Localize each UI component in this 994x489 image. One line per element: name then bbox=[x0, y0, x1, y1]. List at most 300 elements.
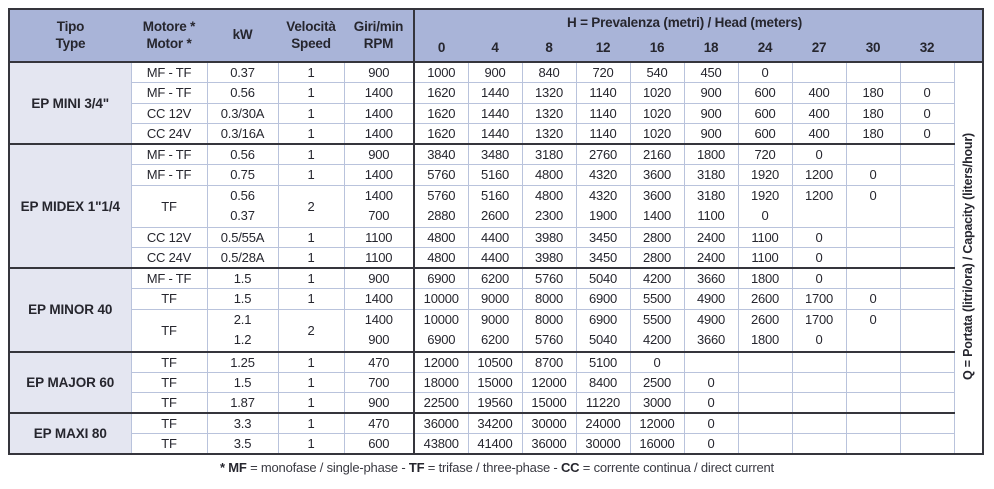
flow-cell-line: 2600 bbox=[750, 311, 780, 327]
flow-cell: 10500 bbox=[468, 352, 522, 373]
flow-cell: 6900 bbox=[414, 268, 468, 289]
flow-cell: 0 bbox=[684, 434, 738, 455]
flow-cell bbox=[846, 372, 900, 393]
flow-cell bbox=[576, 309, 630, 352]
flow-cell-line: 6900 bbox=[588, 311, 618, 327]
flow-cell: 1320 bbox=[522, 124, 576, 145]
flow-cell bbox=[468, 309, 522, 352]
flow-cell-line bbox=[901, 330, 954, 351]
flow-cell-line: 0 bbox=[869, 311, 877, 327]
flow-cell: 0 bbox=[900, 124, 954, 145]
flow-cell: 12000 bbox=[414, 352, 468, 373]
flow-cell bbox=[846, 413, 900, 434]
table-row bbox=[9, 62, 983, 83]
flow-cell: 0 bbox=[792, 144, 846, 165]
flow-cell: 41400 bbox=[468, 434, 522, 455]
flow-cell-line: 5760 bbox=[427, 187, 456, 203]
flow-cell: 720 bbox=[576, 62, 630, 83]
flow-cell: 180 bbox=[846, 124, 900, 145]
flow-cell: 36000 bbox=[522, 434, 576, 455]
head-value: 4 bbox=[468, 36, 522, 62]
flow-cell: 720 bbox=[738, 144, 792, 165]
flow-cell bbox=[846, 393, 900, 414]
flow-cell: 5100 bbox=[576, 352, 630, 373]
flow-cell: 4800 bbox=[414, 248, 468, 269]
header-velocita-it: Velocità bbox=[286, 18, 336, 34]
kw-cell-line: 0.37 bbox=[230, 208, 255, 223]
flow-cell: 0 bbox=[684, 413, 738, 434]
flow-cell: 1100 bbox=[738, 227, 792, 248]
flow-cell bbox=[792, 352, 846, 373]
motor-cell: TF bbox=[131, 372, 207, 393]
header-tipo-it: Tipo bbox=[56, 18, 85, 34]
flow-cell bbox=[792, 185, 846, 227]
flow-cell: 8700 bbox=[522, 352, 576, 373]
rpm-cell: 900 bbox=[344, 268, 414, 289]
flow-cell-line bbox=[901, 186, 954, 207]
table-row bbox=[9, 165, 983, 186]
table-row bbox=[9, 413, 983, 434]
motor-cell: TF bbox=[131, 413, 207, 434]
rpm-cell: 1400 bbox=[344, 165, 414, 186]
speed-cell: 1 bbox=[278, 413, 344, 434]
flow-cell bbox=[846, 352, 900, 373]
flow-cell-line: 1100 bbox=[697, 208, 725, 223]
flow-cell: 1100 bbox=[738, 248, 792, 269]
kw-cell: 1.5 bbox=[207, 372, 278, 393]
flow-cell-line: 5040 bbox=[588, 332, 618, 347]
flow-cell: 3980 bbox=[522, 227, 576, 248]
rpm-cell-line: 700 bbox=[368, 208, 390, 223]
table-row bbox=[9, 103, 983, 124]
head-value: 30 bbox=[846, 36, 900, 62]
kw-cell: 0.37 bbox=[207, 62, 278, 83]
flow-cell: 0 bbox=[684, 393, 738, 414]
flow-cell: 4800 bbox=[522, 165, 576, 186]
flow-cell-line bbox=[901, 206, 954, 227]
motor-cell: TF bbox=[131, 393, 207, 414]
header-motore bbox=[131, 9, 207, 62]
flow-cell bbox=[846, 62, 900, 83]
pump-performance-table bbox=[8, 8, 984, 455]
speed-cell: 1 bbox=[278, 103, 344, 124]
flow-cell-line: 4900 bbox=[696, 311, 726, 327]
rpm-cell bbox=[344, 185, 414, 227]
flow-cell bbox=[792, 434, 846, 455]
kw-cell: 0.56 bbox=[207, 144, 278, 165]
motor-cell: MF - TF bbox=[131, 165, 207, 186]
flow-cell bbox=[414, 185, 468, 227]
head-value: 12 bbox=[576, 36, 630, 62]
flow-cell: 2600 bbox=[738, 289, 792, 310]
footnote-text: = trifase / three-phase - bbox=[424, 460, 561, 475]
kw-cell: 3.3 bbox=[207, 413, 278, 434]
flow-cell bbox=[792, 413, 846, 434]
table-row bbox=[9, 352, 983, 373]
flow-cell bbox=[630, 309, 684, 352]
header-head-title bbox=[414, 9, 954, 36]
flow-cell bbox=[846, 434, 900, 455]
flow-cell: 0 bbox=[792, 248, 846, 269]
flow-cell: 19560 bbox=[468, 393, 522, 414]
motor-cell: TF bbox=[131, 185, 207, 227]
flow-cell: 1620 bbox=[414, 124, 468, 145]
flow-cell: 6200 bbox=[468, 268, 522, 289]
q-axis-label bbox=[954, 62, 983, 454]
flow-cell bbox=[738, 309, 792, 352]
flow-cell: 12000 bbox=[630, 413, 684, 434]
rpm-cell: 900 bbox=[344, 62, 414, 83]
flow-cell: 12000 bbox=[522, 372, 576, 393]
flow-cell bbox=[738, 413, 792, 434]
flow-cell: 5040 bbox=[576, 268, 630, 289]
footnote-text: = monofase / single-phase - bbox=[246, 460, 409, 475]
flow-cell: 2760 bbox=[576, 144, 630, 165]
flow-cell: 1440 bbox=[468, 103, 522, 124]
flow-cell bbox=[792, 393, 846, 414]
motor-cell: MF - TF bbox=[131, 83, 207, 104]
rpm-cell: 1100 bbox=[344, 248, 414, 269]
kw-cell-line: 0.56 bbox=[230, 187, 255, 203]
rpm-cell: 1400 bbox=[344, 103, 414, 124]
flow-cell-line: 1700 bbox=[804, 311, 834, 327]
flow-cell: 400 bbox=[792, 83, 846, 104]
header-velocita-en: Speed bbox=[291, 35, 331, 51]
header-tipo bbox=[9, 9, 131, 62]
header-giri bbox=[344, 9, 414, 62]
kw-cell bbox=[207, 185, 278, 227]
header-giri-en: RPM bbox=[363, 35, 394, 51]
flow-cell: 3450 bbox=[576, 227, 630, 248]
flow-cell: 15000 bbox=[468, 372, 522, 393]
flow-cell: 9000 bbox=[468, 289, 522, 310]
flow-cell-line: 4200 bbox=[642, 332, 672, 347]
flow-cell bbox=[900, 393, 954, 414]
flow-cell bbox=[900, 372, 954, 393]
flow-cell: 1700 bbox=[792, 289, 846, 310]
footnote-text: = corrente continua / direct current bbox=[579, 460, 774, 475]
pump-type-cell: EP MAXI 80 bbox=[9, 413, 131, 454]
header-row-top bbox=[9, 9, 983, 36]
table-header bbox=[9, 9, 983, 62]
header-motore-en: Motor * bbox=[146, 35, 192, 51]
flow-cell: 400 bbox=[792, 103, 846, 124]
speed-cell: 1 bbox=[278, 248, 344, 269]
flow-cell-line: 2880 bbox=[427, 208, 456, 223]
flow-cell bbox=[468, 185, 522, 227]
flow-cell: 10000 bbox=[414, 289, 468, 310]
table-row bbox=[9, 83, 983, 104]
kw-cell: 3.5 bbox=[207, 434, 278, 455]
flow-cell-line: 2300 bbox=[534, 208, 564, 223]
flow-cell bbox=[900, 165, 954, 186]
flow-cell: 900 bbox=[468, 62, 522, 83]
kw-cell: 1.5 bbox=[207, 289, 278, 310]
flow-cell bbox=[414, 309, 468, 352]
kw-cell bbox=[207, 309, 278, 352]
flow-cell bbox=[738, 372, 792, 393]
flow-cell: 840 bbox=[522, 62, 576, 83]
flow-cell bbox=[522, 185, 576, 227]
flow-cell bbox=[900, 309, 954, 352]
flow-cell: 1620 bbox=[414, 103, 468, 124]
flow-cell: 3480 bbox=[468, 144, 522, 165]
flow-cell bbox=[738, 434, 792, 455]
table-body bbox=[9, 62, 983, 454]
speed-cell: 1 bbox=[278, 372, 344, 393]
head-title-text: = Prevalenza (metri) / Head (meters) bbox=[576, 14, 803, 30]
flow-cell: 4400 bbox=[468, 248, 522, 269]
motor-cell: CC 24V bbox=[131, 248, 207, 269]
flow-cell bbox=[900, 434, 954, 455]
pump-type-cell: EP MIDEX 1"1/4 bbox=[9, 144, 131, 268]
flow-cell: 1020 bbox=[630, 103, 684, 124]
speed-cell: 1 bbox=[278, 165, 344, 186]
table-row bbox=[9, 434, 983, 455]
flow-cell: 900 bbox=[684, 124, 738, 145]
table-row bbox=[9, 144, 983, 165]
speed-cell: 1 bbox=[278, 83, 344, 104]
flow-cell-line: 2600 bbox=[480, 208, 510, 223]
flow-cell: 11220 bbox=[576, 393, 630, 414]
header-tipo-en: Type bbox=[55, 35, 86, 51]
flow-cell: 0 bbox=[738, 62, 792, 83]
rpm-cell: 1100 bbox=[344, 227, 414, 248]
flow-cell-line bbox=[847, 206, 900, 227]
motor-cell: TF bbox=[131, 289, 207, 310]
table-row bbox=[9, 227, 983, 248]
motor-cell: TF bbox=[131, 434, 207, 455]
flow-cell bbox=[900, 268, 954, 289]
flow-cell: 1000 bbox=[414, 62, 468, 83]
flow-cell: 180 bbox=[846, 103, 900, 124]
speed-cell: 1 bbox=[278, 268, 344, 289]
rpm-cell-line: 1400 bbox=[364, 187, 393, 203]
flow-cell: 0 bbox=[630, 352, 684, 373]
header-q-spacer bbox=[954, 9, 983, 62]
flow-cell: 1140 bbox=[576, 103, 630, 124]
flow-cell: 2500 bbox=[630, 372, 684, 393]
motor-cell: CC 12V bbox=[131, 103, 207, 124]
speed-cell: 1 bbox=[278, 227, 344, 248]
flow-cell-line: 5760 bbox=[534, 332, 564, 347]
flow-cell: 8000 bbox=[522, 289, 576, 310]
flow-cell: 3000 bbox=[630, 393, 684, 414]
flow-cell: 4400 bbox=[468, 227, 522, 248]
flow-cell-line: 4320 bbox=[588, 187, 618, 203]
rpm-cell-line: 1400 bbox=[364, 311, 393, 327]
flow-cell-line: 3600 bbox=[642, 187, 672, 203]
flow-cell: 0 bbox=[792, 227, 846, 248]
flow-cell: 18000 bbox=[414, 372, 468, 393]
flow-cell-line: 8000 bbox=[534, 311, 564, 327]
flow-cell: 2800 bbox=[630, 227, 684, 248]
footnote-abbr: TF bbox=[408, 460, 425, 475]
speed-cell: 1 bbox=[278, 289, 344, 310]
flow-cell bbox=[684, 352, 738, 373]
flow-cell bbox=[846, 248, 900, 269]
flow-cell: 36000 bbox=[414, 413, 468, 434]
flow-cell: 2400 bbox=[684, 227, 738, 248]
flow-cell: 1020 bbox=[630, 124, 684, 145]
flow-cell: 16000 bbox=[630, 434, 684, 455]
speed-cell: 1 bbox=[278, 393, 344, 414]
flow-cell: 1920 bbox=[738, 165, 792, 186]
flow-cell-line: 6900 bbox=[427, 332, 456, 347]
head-symbol: H bbox=[566, 14, 577, 30]
motor-cell: TF bbox=[131, 309, 207, 352]
flow-cell: 1440 bbox=[468, 124, 522, 145]
flow-cell: 450 bbox=[684, 62, 738, 83]
kw-cell: 0.3/30A bbox=[207, 103, 278, 124]
rpm-cell: 1400 bbox=[344, 289, 414, 310]
flow-cell bbox=[738, 352, 792, 373]
table-row bbox=[9, 185, 983, 227]
flow-cell: 0 bbox=[684, 372, 738, 393]
flow-cell: 1140 bbox=[576, 83, 630, 104]
flow-cell: 3600 bbox=[630, 165, 684, 186]
flow-cell: 1320 bbox=[522, 103, 576, 124]
flow-cell: 1320 bbox=[522, 83, 576, 104]
flow-cell-line: 10000 bbox=[423, 311, 459, 327]
head-value: 0 bbox=[414, 36, 468, 62]
kw-cell: 0.5/55A bbox=[207, 227, 278, 248]
flow-cell bbox=[900, 352, 954, 373]
flow-cell-line bbox=[847, 330, 900, 351]
flow-cell-line: 4800 bbox=[534, 187, 564, 203]
kw-cell: 1.25 bbox=[207, 352, 278, 373]
kw-cell: 1.5 bbox=[207, 268, 278, 289]
flow-cell bbox=[846, 227, 900, 248]
flow-cell: 3840 bbox=[414, 144, 468, 165]
kw-cell-line: 1.2 bbox=[233, 332, 252, 347]
head-value: 24 bbox=[738, 36, 792, 62]
motor-cell: MF - TF bbox=[131, 144, 207, 165]
speed-cell: 1 bbox=[278, 144, 344, 165]
rpm-cell: 1400 bbox=[344, 83, 414, 104]
flow-cell: 3180 bbox=[684, 165, 738, 186]
flow-cell bbox=[846, 185, 900, 227]
flow-cell: 2160 bbox=[630, 144, 684, 165]
flow-cell-line: 0 bbox=[761, 208, 769, 223]
flow-cell-line: 3180 bbox=[696, 187, 726, 203]
flow-cell bbox=[738, 393, 792, 414]
flow-cell: 2800 bbox=[630, 248, 684, 269]
flow-cell: 22500 bbox=[414, 393, 468, 414]
flow-cell bbox=[522, 309, 576, 352]
flow-cell: 5160 bbox=[468, 165, 522, 186]
rpm-cell: 900 bbox=[344, 144, 414, 165]
pump-type-cell: EP MINI 3/4" bbox=[9, 62, 131, 144]
flow-cell: 0 bbox=[900, 83, 954, 104]
rpm-cell: 470 bbox=[344, 413, 414, 434]
flow-cell-line bbox=[793, 206, 846, 227]
flow-cell bbox=[792, 309, 846, 352]
flow-cell bbox=[684, 309, 738, 352]
table-row bbox=[9, 268, 983, 289]
flow-cell: 43800 bbox=[414, 434, 468, 455]
flow-cell: 3180 bbox=[522, 144, 576, 165]
flow-cell: 600 bbox=[738, 103, 792, 124]
header-motore-it: Motore * bbox=[142, 18, 196, 34]
flow-cell-line: 6200 bbox=[480, 332, 510, 347]
flow-cell: 1200 bbox=[792, 165, 846, 186]
kw-cell: 0.56 bbox=[207, 83, 278, 104]
flow-cell: 1140 bbox=[576, 124, 630, 145]
flow-cell bbox=[846, 144, 900, 165]
speed-cell: 1 bbox=[278, 62, 344, 83]
table-row bbox=[9, 248, 983, 269]
flow-cell: 4320 bbox=[576, 165, 630, 186]
flow-cell: 2400 bbox=[684, 248, 738, 269]
flow-cell: 1020 bbox=[630, 83, 684, 104]
flow-cell bbox=[684, 185, 738, 227]
head-value: 27 bbox=[792, 36, 846, 62]
flow-cell: 30000 bbox=[522, 413, 576, 434]
flow-cell bbox=[738, 185, 792, 227]
flow-cell: 8400 bbox=[576, 372, 630, 393]
kw-cell: 0.3/16A bbox=[207, 124, 278, 145]
flow-cell: 180 bbox=[846, 83, 900, 104]
speed-cell: 2 bbox=[278, 185, 344, 227]
speed-cell: 1 bbox=[278, 352, 344, 373]
flow-cell-line: 1800 bbox=[750, 332, 780, 347]
table-row bbox=[9, 289, 983, 310]
motor-cell: CC 12V bbox=[131, 227, 207, 248]
flow-cell bbox=[792, 372, 846, 393]
flow-cell bbox=[846, 268, 900, 289]
flow-cell: 4200 bbox=[630, 268, 684, 289]
rpm-cell: 1400 bbox=[344, 124, 414, 145]
head-value: 18 bbox=[684, 36, 738, 62]
table-row bbox=[9, 124, 983, 145]
head-value: 16 bbox=[630, 36, 684, 62]
flow-cell: 0 bbox=[792, 268, 846, 289]
footnote-abbr: CC bbox=[560, 460, 580, 475]
flow-cell bbox=[900, 413, 954, 434]
speed-cell: 1 bbox=[278, 434, 344, 455]
flow-cell-line: 1900 bbox=[588, 208, 618, 223]
table-row bbox=[9, 372, 983, 393]
kw-cell: 0.5/28A bbox=[207, 248, 278, 269]
flow-cell-line: 3660 bbox=[696, 332, 726, 347]
flow-cell: 5760 bbox=[414, 165, 468, 186]
motor-cell: CC 24V bbox=[131, 124, 207, 145]
kw-cell-line: 2.1 bbox=[233, 311, 252, 327]
flow-cell: 1800 bbox=[684, 144, 738, 165]
flow-cell bbox=[630, 185, 684, 227]
flow-cell bbox=[900, 248, 954, 269]
kw-cell: 0.75 bbox=[207, 165, 278, 186]
flow-cell: 0 bbox=[900, 103, 954, 124]
flow-cell: 0 bbox=[846, 165, 900, 186]
flow-cell: 900 bbox=[684, 103, 738, 124]
flow-cell: 600 bbox=[738, 124, 792, 145]
flow-cell: 30000 bbox=[576, 434, 630, 455]
header-kw: kW bbox=[207, 9, 278, 62]
flow-cell: 34200 bbox=[468, 413, 522, 434]
flow-cell: 24000 bbox=[576, 413, 630, 434]
header-velocita bbox=[278, 9, 344, 62]
head-value: 8 bbox=[522, 36, 576, 62]
flow-cell bbox=[900, 185, 954, 227]
flow-cell: 1440 bbox=[468, 83, 522, 104]
rpm-cell: 900 bbox=[344, 393, 414, 414]
speed-cell: 2 bbox=[278, 309, 344, 352]
kw-cell: 1.87 bbox=[207, 393, 278, 414]
head-value: 32 bbox=[900, 36, 954, 62]
flow-cell: 5500 bbox=[630, 289, 684, 310]
